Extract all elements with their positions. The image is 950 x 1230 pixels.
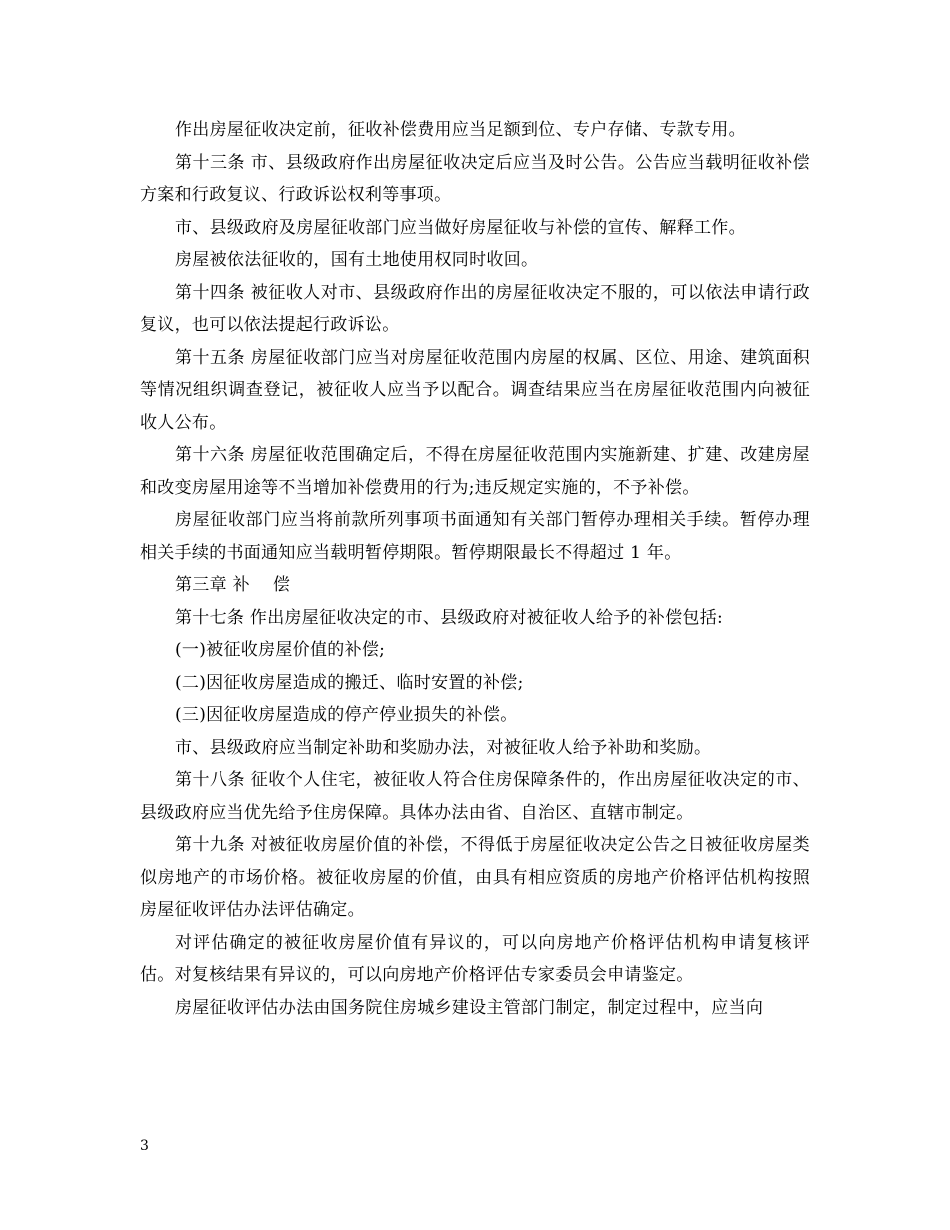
- paragraph: 第十四条 被征收人对市、县级政府作出的房屋征收决定不服的，可以依法申请行政复议，也可以依法提起行政诉讼。: [140, 282, 810, 335]
- paragraph: 第十八条 征收个人住宅，被征收人符合住房保障条件的，作出房屋征收决定的市、县级政府应当优先给予住房保障。具体办法由省、自治区、直辖市制定。: [140, 770, 810, 823]
- paragraph: 第十七条 作出房屋征收决定的市、县级政府对被征收人给予的补偿包括:: [175, 607, 724, 628]
- paragraph: 第十三条 市、县级政府作出房屋征收决定后应当及时公告。公告应当载明征收补偿方案和行政复议、行政诉讼权利等事项。: [140, 152, 810, 205]
- list-item: (二)因征收房屋造成的搬迁、临时安置的补偿;: [175, 672, 524, 693]
- page-number: 3: [140, 1138, 149, 1154]
- paragraph: 房屋征收评估办法由国务院住房城乡建设主管部门制定，制定过程中，应当向: [175, 997, 764, 1018]
- chapter-heading: 第三章 补 偿: [175, 575, 291, 595]
- paragraph: 房屋被依法征收的，国有土地使用权同时收回。: [175, 250, 539, 270]
- paragraph: 第十六条 房屋征收范围确定后，不得在房屋征收范围内实施新建、扩建、改建房屋和改变房屋用途等不当增加补偿费用的行为;违反规定实施的，不予补偿。: [140, 445, 810, 498]
- paragraph: 市、县级政府及房屋征收部门应当做好房屋征收与补偿的宣传、解释工作。: [175, 217, 746, 238]
- paragraph: 作出房屋征收决定前，征收补偿费用应当足额到位、专户存储、专款专用。: [175, 120, 746, 140]
- paragraph: 第十五条 房屋征收部门应当对房屋征收范围内房屋的权属、区位、用途、建筑面积等情况组织调查登记，被征收人应当予以配合。调查结果应当在房屋征收范围内向被征收人公布。: [140, 347, 810, 433]
- document-body: [140, 114, 810, 1024]
- paragraph: 市、县级政府应当制定补助和奖励办法，对被征收人给予补助和奖励。: [175, 737, 712, 758]
- list-item: (三)因征收房屋造成的停产停业损失的补偿。: [175, 705, 518, 725]
- paragraph: 房屋征收部门应当将前款所列事项书面通知有关部门暂停办理相关手续。暂停办理相关手续的书面通知应当载明暂停期限。暂停期限最长不得超过 1 年。: [140, 510, 810, 563]
- paragraph: 第十九条 对被征收房屋价值的补偿，不得低于房屋征收决定公告之日被征收房屋类似房地产的市场价格。被征收房屋的价值，由具有相应资质的房地产价格评估机构按照房屋征收评估办法评估确定。: [140, 835, 810, 920]
- list-item: (一)被征收房屋价值的补偿;: [175, 640, 386, 660]
- paragraph: 对评估确定的被征收房屋价值有异议的，可以向房地产价格评估机构申请复核评估。对复核结果有异议的，可以向房地产价格评估专家委员会申请鉴定。: [140, 932, 810, 985]
